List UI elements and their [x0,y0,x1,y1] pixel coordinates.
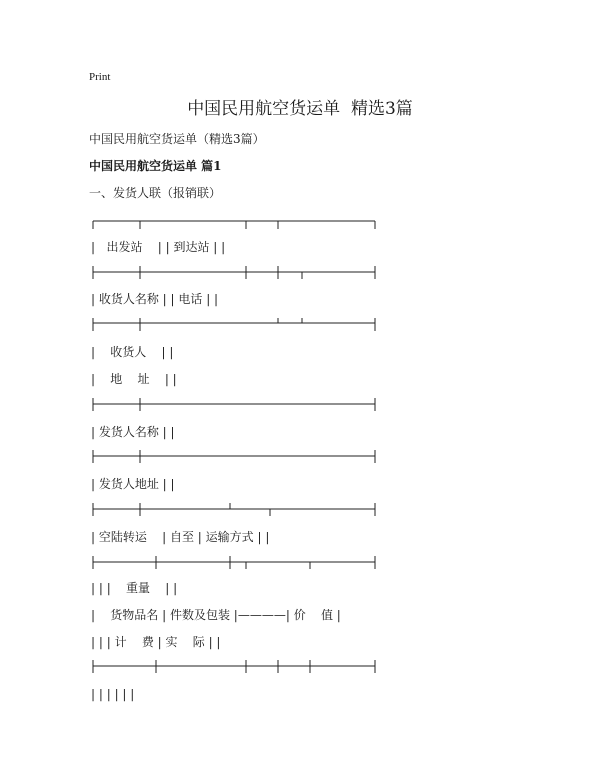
form-row-shipper-name: | 发货人名称 | | [91,425,175,439]
form-row-shipper-address: | 发货人地址 | | [91,477,175,491]
form-rule [93,266,375,279]
form-row-departure: | 出发站 | | 到达站 | | [91,240,226,254]
form-rule [93,221,375,229]
form-rule [93,660,375,673]
form-rule [93,556,375,569]
form-row-empty: | | | | | | [91,687,135,701]
form-rule [93,318,375,331]
form-row-transport: | 空陆转运 | 自至 | 运输方式 | | [91,530,270,544]
form-rule [93,398,375,411]
form-rule [93,503,375,516]
part-label: 一、发货人联（报销联） [89,186,222,200]
form-row-consignee-name: | 收货人名称 | | 电话 | | [91,292,219,306]
form-row-consignee: | 收货人 | | [91,345,174,359]
form-row-goods: | 货物品名 | 件数及包装 |————| 价 值 | [91,608,341,622]
form-row-weight: | | | 重量 | | [91,581,178,595]
form-row-address: | 地 址 | | [91,372,177,386]
print-label: Print [89,71,111,83]
form-row-charges: | | | 计 费 | 实 际 | | [91,635,221,649]
section-heading: 中国民用航空货运单 篇1 [89,159,222,173]
page-title: 中国民用航空货运单 精选3篇 [187,99,413,119]
document-subtitle: 中国民用航空货运单（精选3篇） [89,132,265,146]
form-rule [93,450,375,463]
